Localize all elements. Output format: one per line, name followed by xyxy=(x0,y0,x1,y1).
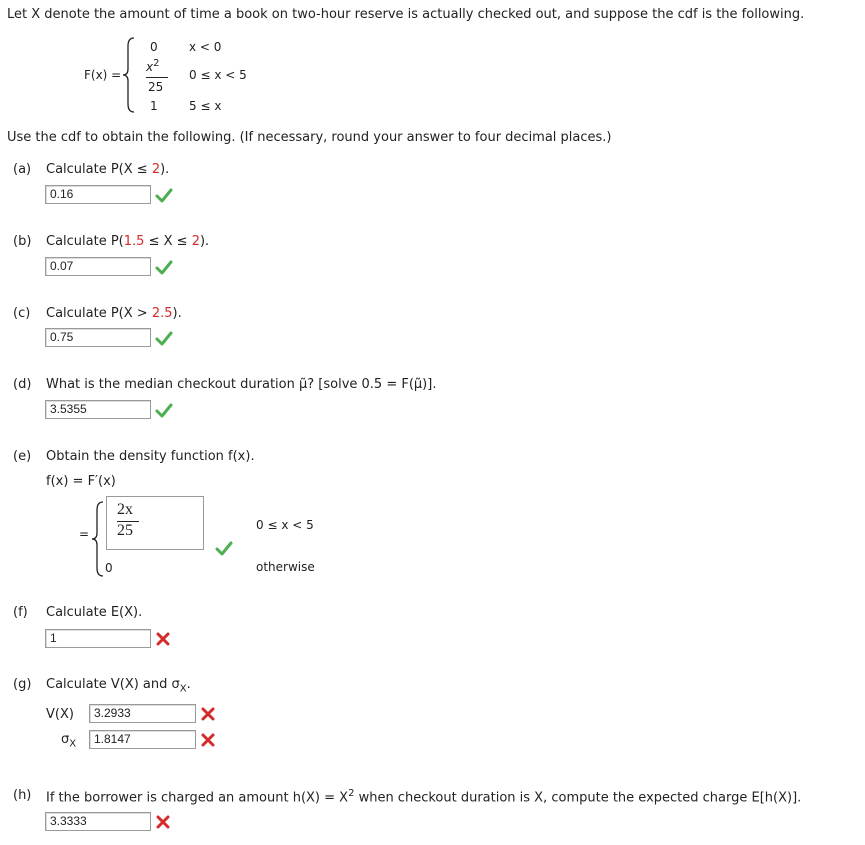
part-f-letter: (f) xyxy=(13,605,28,620)
part-g-variance-input[interactable]: 3.2933 xyxy=(89,704,196,723)
part-g-variance-label: V(X) xyxy=(46,707,74,722)
cdf-case2-condition: 0 ≤ x < 5 xyxy=(189,68,247,82)
part-d-answer-input[interactable]: 3.5355 xyxy=(45,400,151,419)
part-e-entry-denominator: 25 xyxy=(117,522,133,539)
part-b-letter: (b) xyxy=(13,234,32,249)
part-g-letter: (g) xyxy=(13,677,32,692)
cross-icon xyxy=(154,814,172,830)
cdf-case2-numerator: $x^2$ xyxy=(146,58,160,74)
left-brace-icon xyxy=(122,36,136,114)
cdf-case3-value: 1 xyxy=(150,99,158,113)
cross-icon xyxy=(199,706,217,722)
part-e-condition-2: otherwise xyxy=(256,560,315,574)
cdf-case3-condition: 5 ≤ x xyxy=(189,99,222,113)
part-d-letter: (d) xyxy=(13,377,32,392)
part-a-letter: (a) xyxy=(13,162,32,177)
check-icon xyxy=(155,259,173,275)
part-g-question: Calculate V(X) and $\sigma_X$. xyxy=(46,677,191,695)
cdf-case1-condition: x < 0 xyxy=(189,40,222,54)
part-c-answer-input[interactable]: 0.75 xyxy=(45,328,151,347)
part-b-answer-input[interactable]: 0.07 xyxy=(45,257,151,276)
left-brace-icon xyxy=(91,500,105,578)
check-icon xyxy=(155,402,173,418)
part-h-question: If the borrower is charged an amount $h(X) = X^2$ when checkout duration is X, compute the expected charge E[h(X)]. xyxy=(46,788,802,806)
cdf-case2-denominator: 25 xyxy=(148,80,164,94)
part-e-condition-1: 0 ≤ x < 5 xyxy=(256,518,314,532)
cross-icon xyxy=(154,631,172,647)
part-d-question: What is the median checkout duration μ̃? [solve 0.5 = F(μ̃)]. xyxy=(46,377,437,392)
instructions-text: Use the cdf to obtain the following. (If necessary, round your answer to four decimal places.) xyxy=(7,130,612,145)
part-h-letter: (h) xyxy=(13,788,32,803)
check-icon xyxy=(155,330,173,346)
part-e-entry-numerator: 2x xyxy=(117,501,133,518)
part-c-letter: (c) xyxy=(13,306,31,321)
check-icon xyxy=(155,187,173,203)
part-e-density-input[interactable] xyxy=(106,496,204,550)
part-a-answer-input[interactable]: 0.16 xyxy=(45,185,151,204)
part-h-answer-input[interactable]: 3.3333 xyxy=(45,812,151,831)
cdf-case1-value: 0 xyxy=(150,40,158,54)
cdf-fraction-bar xyxy=(146,77,168,78)
part-e-question: Obtain the density function f(x). xyxy=(46,449,255,464)
part-e-equals: = xyxy=(79,527,90,541)
part-g-sigma-input[interactable]: 1.8147 xyxy=(89,730,196,749)
part-e-letter: (e) xyxy=(13,449,32,464)
part-e-derivative-line: f(x) = F′(x) xyxy=(46,474,116,489)
intro-text: Let X denote the amount of time a book on two-hour reserve is actually checked out, and suppose the cdf is the following. xyxy=(7,7,805,22)
part-a-question: Calculate P(X ≤ 2). xyxy=(46,162,170,177)
part-f-question: Calculate E(X). xyxy=(46,605,143,620)
part-c-question: Calculate P(X > 2.5). xyxy=(46,306,182,321)
part-e-value-2: 0 xyxy=(105,561,113,575)
check-icon xyxy=(215,540,233,556)
part-b-question: Calculate P(1.5 ≤ X ≤ 2). xyxy=(46,234,210,249)
cross-icon xyxy=(199,732,217,748)
part-f-answer-input[interactable]: 1 xyxy=(45,629,151,648)
cdf-lhs: F(x) = xyxy=(84,68,122,82)
part-g-sigma-label: $\sigma_X$ xyxy=(61,732,77,750)
